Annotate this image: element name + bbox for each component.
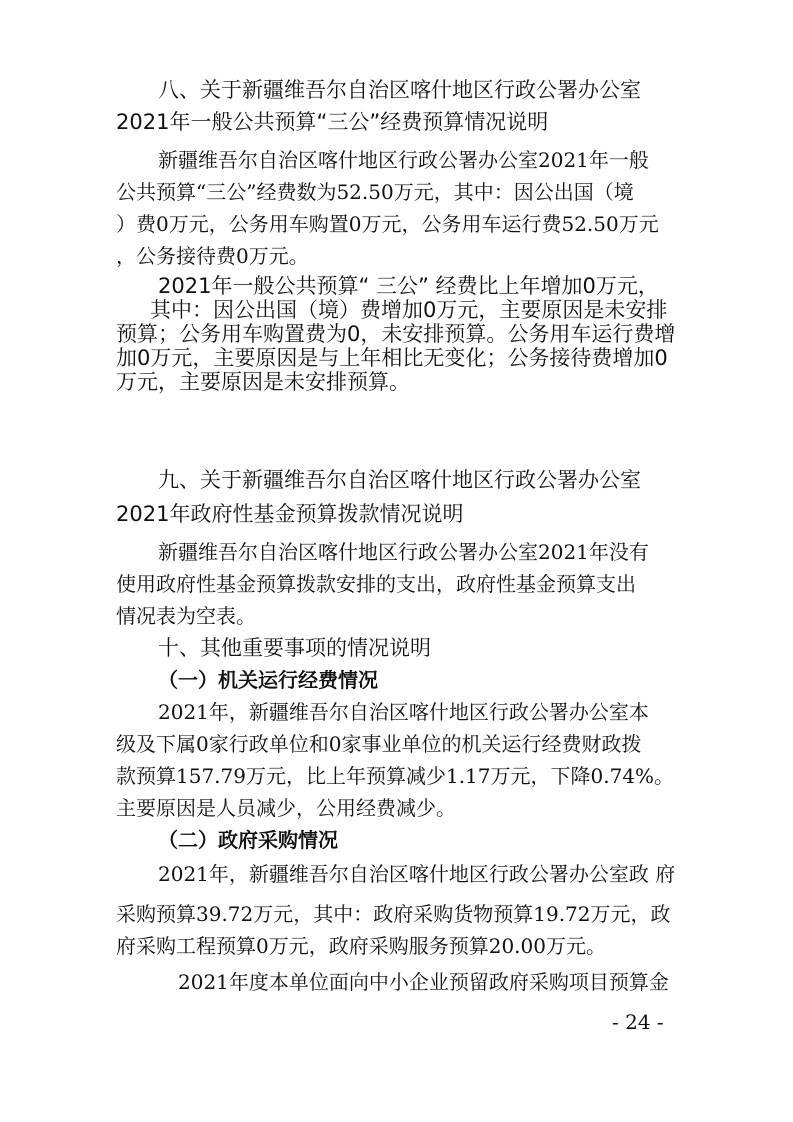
section-8-para-1-line-2: 公共预算“三公”经费数为52.50万元，其中：因公出国（境 (116, 180, 634, 204)
section-8-para-2-line-3: 预算；公务用车购置费为0，未安排预算。公务用车运行费增 (116, 322, 676, 346)
subsection-2-para-line-2: 采购预算39.72万元，其中：政府采购货物预算19.72万元，政 (116, 902, 671, 926)
section-8-heading-line-2: 2021年一般公共预算“三公”经费预算情况说明 (116, 110, 549, 134)
section-10-heading: 十、其他重要事项的情况说明 (158, 636, 431, 660)
subsection-2-para-line-3: 府采购工程预算0万元，政府采购服务预算20.00万元。 (116, 934, 606, 958)
subsection-1-para-line-4: 主要原因是人员减少，公用经费减少。 (116, 796, 456, 820)
section-9-heading-line-2: 2021年政府性基金预算拨款情况说明 (116, 502, 464, 526)
subsection-2-heading: （二）政府采购情况 (158, 828, 338, 852)
section-8-para-2-line-1: 2021年一般公共预算“ 三公” 经费比上年增加0万元， (158, 274, 659, 298)
section-9-para-line-2: 使用政府性基金预算拨款安排的支出，政府性基金预算支出 (116, 572, 636, 596)
section-8-para-2-line-4: 加0万元，主要原因是与上年相比无变化；公务接待费增加0 (116, 346, 668, 370)
section-8-para-2-line-2: 其中：因公出国（境）费增加0万元，主要原因是未安排 (150, 298, 668, 322)
section-8-para-1-line-4: ，公务接待费0万元。 (116, 244, 309, 268)
subsection-3-para-line-1: 2021年度本单位面向中小企业预留政府采购项目预算金 (178, 970, 669, 994)
subsection-1-heading: （一）机关运行经费情况 (158, 668, 378, 692)
section-8-para-1-line-1: 新疆维吾尔自治区喀什地区行政公署办公室2021年一般 (158, 148, 649, 172)
subsection-1-para-line-1: 2021年，新疆维吾尔自治区喀什地区行政公署办公室本 (158, 700, 649, 724)
section-9-heading-line-1: 九、关于新疆维吾尔自治区喀什地区行政公署办公室 (158, 468, 641, 492)
section-8-para-1-line-3: ）费0万元，公务用车购置0万元，公务用车运行费52.50万元 (116, 212, 659, 236)
subsection-1-para-line-2: 级及下属0家行政单位和0家事业单位的机关运行经费财政拨 (116, 732, 642, 756)
subsection-1-para-line-3: 款预算157.79万元，比上年预算减少1.17万元，下降0.74%。 (116, 764, 675, 788)
section-9-para-line-1: 新疆维吾尔自治区喀什地区行政公署办公室2021年没有 (158, 540, 649, 564)
subsection-2-para-line-1: 2021年，新疆维吾尔自治区喀什地区行政公署办公室政 府 (158, 862, 676, 886)
section-8-para-2-line-5: 万元，主要原因是未安排预算。 (116, 370, 410, 394)
page-number: - 24 - (612, 1010, 664, 1034)
section-9-para-line-3: 情况表为空表。 (116, 604, 256, 628)
section-8-heading-line-1: 八、关于新疆维吾尔自治区喀什地区行政公署办公室 (158, 78, 641, 102)
